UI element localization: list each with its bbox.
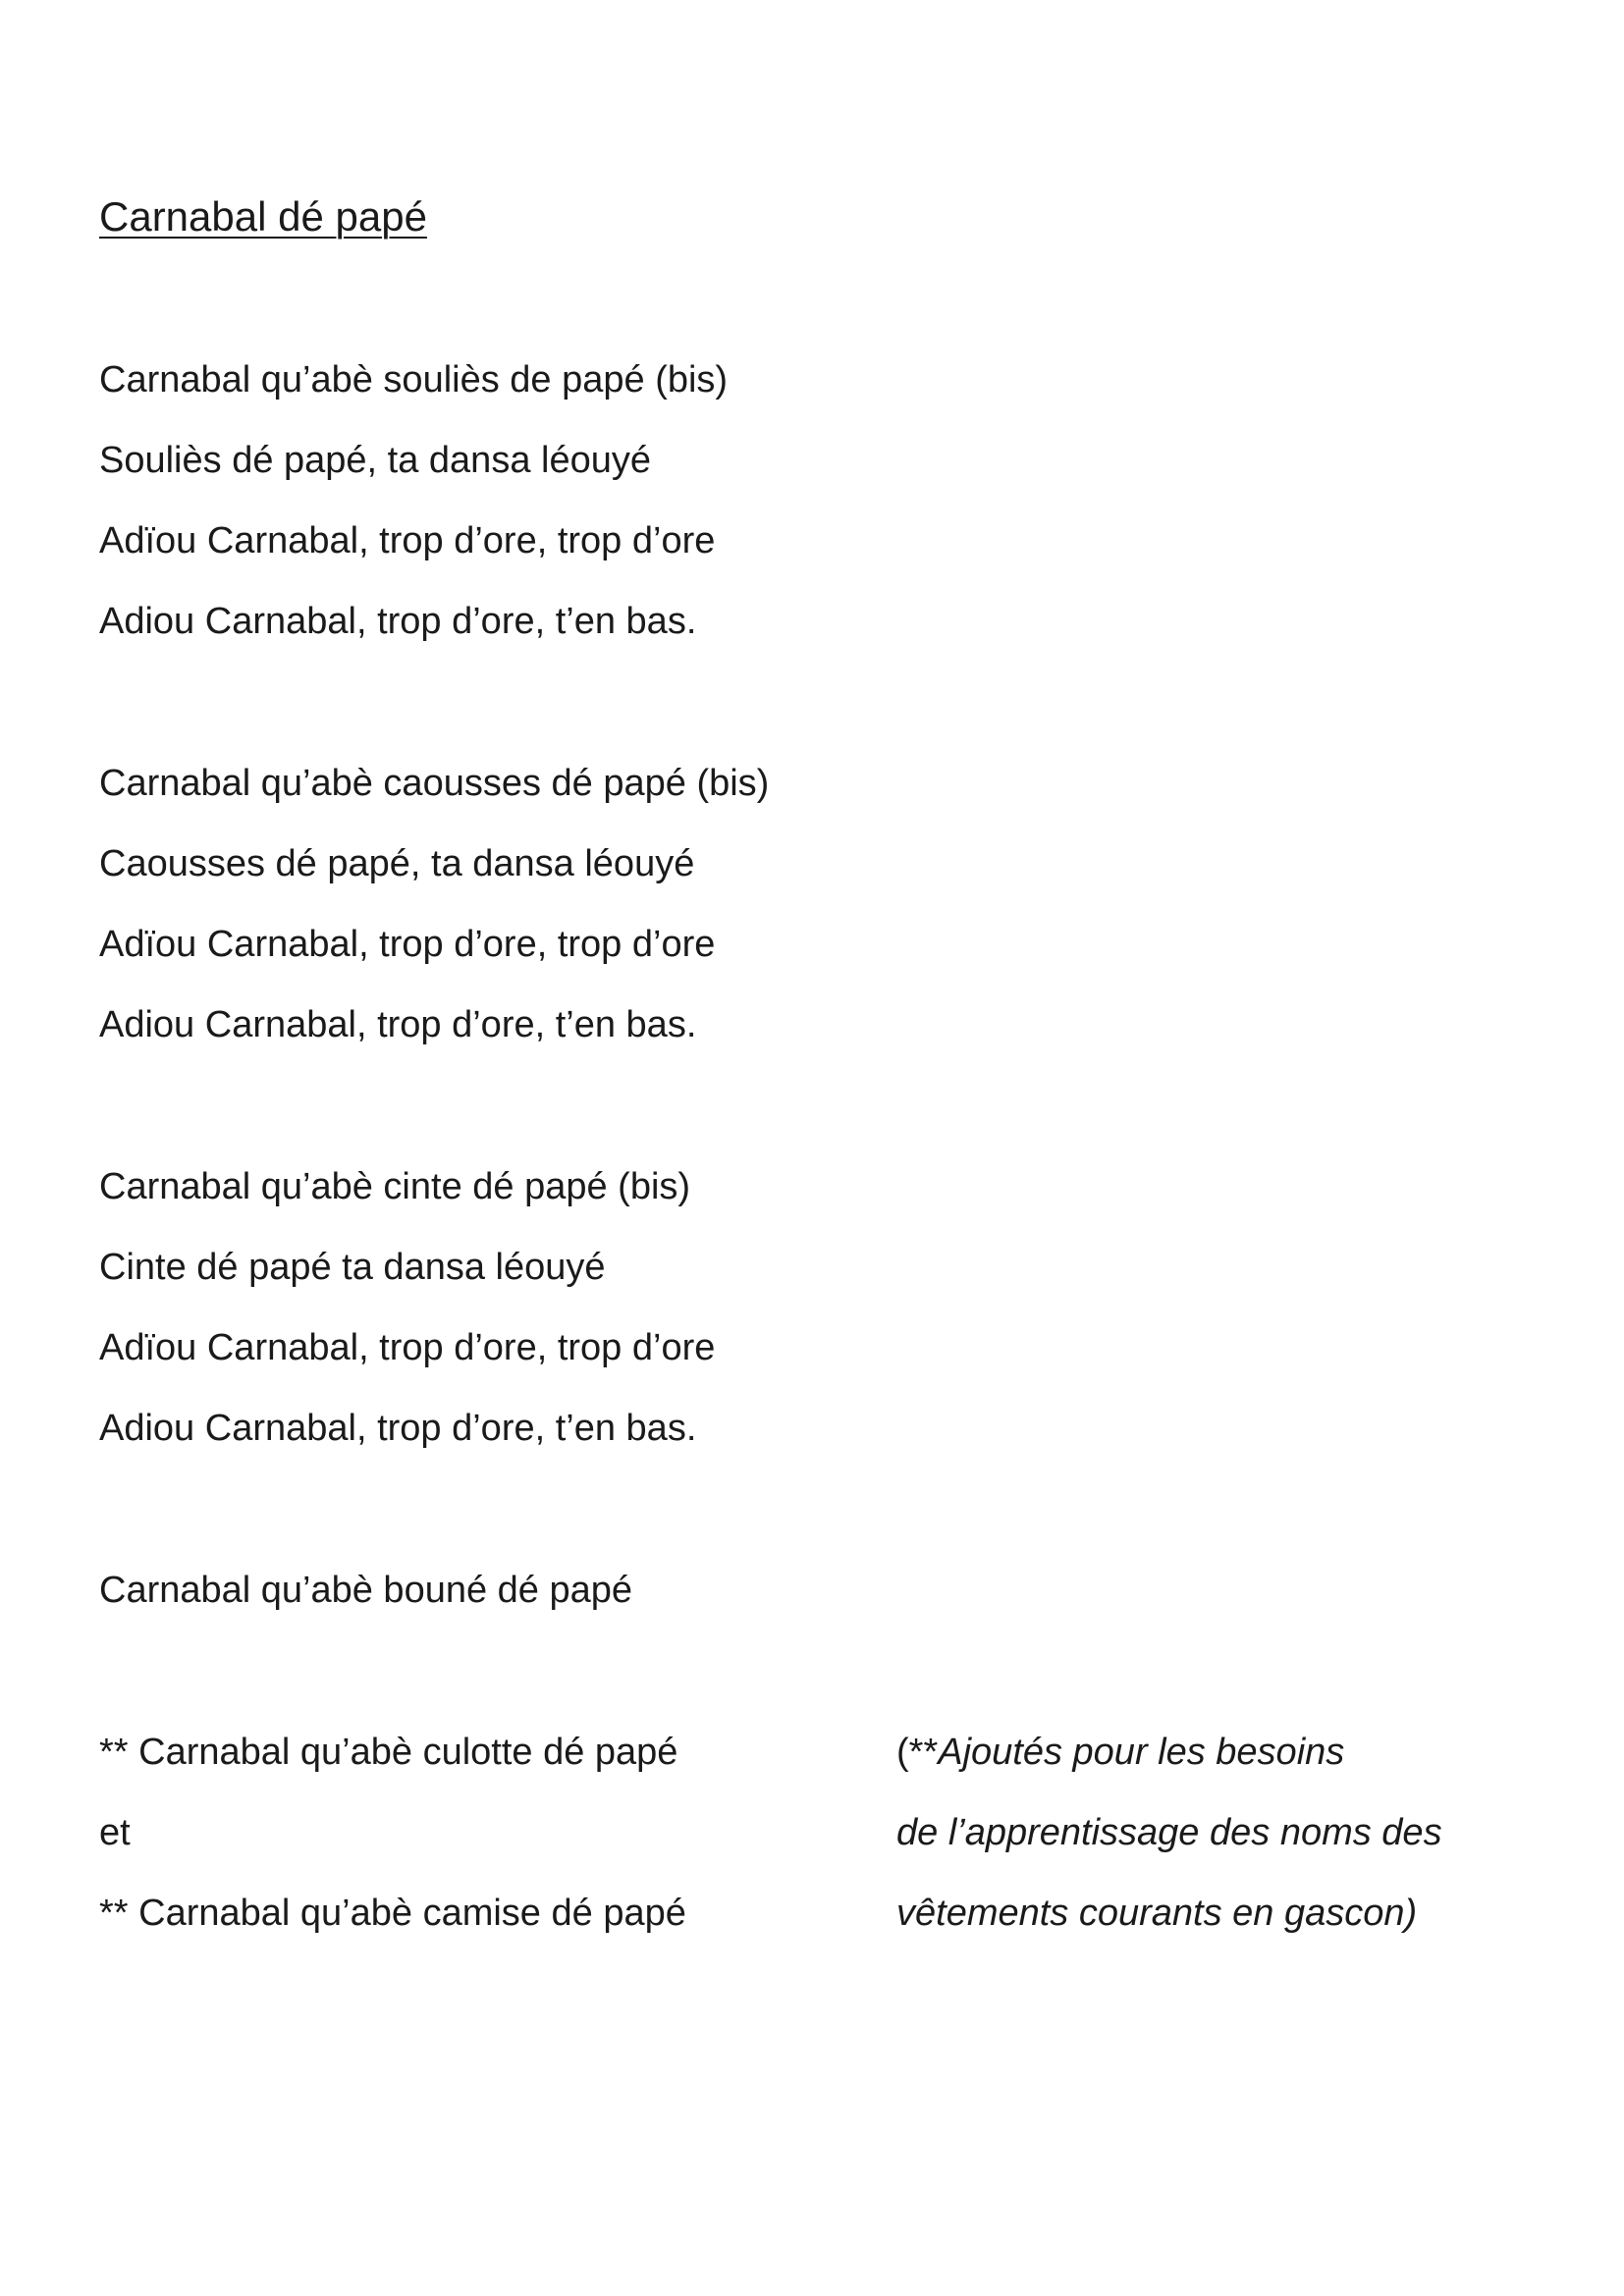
song-title: Carnabal dé papé bbox=[99, 193, 427, 240]
verse-2-line-3: Adïou Carnabal, trop d’ore, trop d’ore bbox=[99, 924, 716, 965]
verse-3-line-1: Carnabal qu’abè cinte dé papé (bis) bbox=[99, 1166, 691, 1207]
verse-1-line-1: Carnabal qu’abè souliès de papé (bis) bbox=[99, 359, 729, 400]
verse-4-line-1: Carnabal qu’abè bouné dé papé bbox=[99, 1570, 633, 1611]
verse-3-line-2: Cinte dé papé ta dansa léouyé bbox=[99, 1247, 606, 1288]
verse-1-line-3: Adïou Carnabal, trop d’ore, trop d’ore bbox=[99, 520, 716, 561]
extra-line-2: et bbox=[99, 1812, 131, 1853]
verse-2-line-2: Caousses dé papé, ta dansa léouyé bbox=[99, 843, 695, 884]
extra-line-3: ** Carnabal qu’abè camise dé papé bbox=[99, 1893, 686, 1934]
verse-2-line-4: Adiou Carnabal, trop d’ore, t’en bas. bbox=[99, 1004, 697, 1045]
note-prefix: (** bbox=[896, 1732, 939, 1773]
note-line-3 bbox=[896, 1889, 1417, 1938]
verse-3-line-3: Adïou Carnabal, trop d’ore, trop d’ore bbox=[99, 1327, 716, 1368]
note-text-1: Ajoutés pour les besoins bbox=[938, 1732, 1345, 1773]
verse-3-line-4: Adiou Carnabal, trop d’ore, t’en bas. bbox=[99, 1408, 697, 1449]
verse-2-line-1: Carnabal qu’abè caousses dé papé (bis) bbox=[99, 763, 770, 804]
note-text-2: de l’apprentissage des noms des bbox=[896, 1812, 1442, 1853]
verse-1-line-4: Adiou Carnabal, trop d’ore, t’en bas. bbox=[99, 601, 697, 642]
note-line-2 bbox=[896, 1808, 1442, 1857]
note-line-1 bbox=[896, 1728, 1344, 1777]
note-text-3: vêtements courants en gascon) bbox=[896, 1893, 1418, 1934]
extra-line-1: ** Carnabal qu’abè culotte dé papé bbox=[99, 1732, 678, 1773]
verse-1-line-2: Souliès dé papé, ta dansa léouyé bbox=[99, 440, 651, 481]
